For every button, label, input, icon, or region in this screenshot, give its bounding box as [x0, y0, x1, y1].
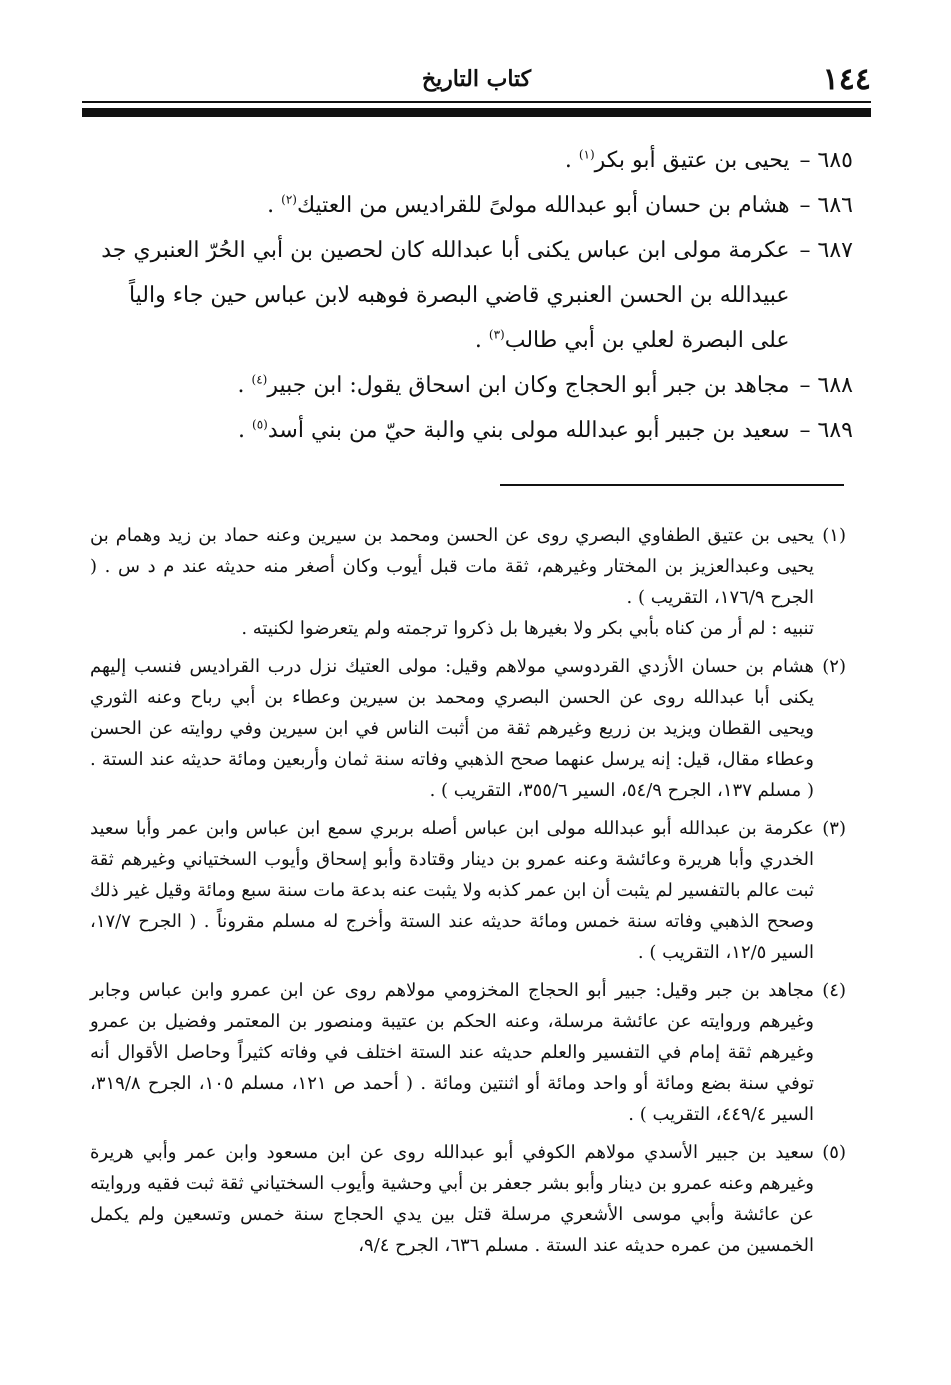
footnote-number: (٤) [822, 980, 846, 1001]
entry-number: ٦٨٩ – [799, 418, 853, 443]
footnote-ref[interactable]: (١) [578, 147, 595, 162]
entry-text: هشام بن حسان أبو عبدالله مولىً للقراديس من العتيك$^{(٢)}$ . [267, 192, 790, 218]
entry-number: ٦٨٨ – [799, 373, 853, 398]
entry [86, 138, 853, 183]
footnote [90, 975, 846, 1130]
footnotes [90, 520, 846, 1268]
entry [86, 408, 853, 453]
footnote-text: سعيد بن جبير الأسدي مولاهم الكوفي أبو عبدالله روى عن ابن مسعود وابن عمر وأبي هريرة وغيرهم وعنه عمرو بن دينار وأبو بشر جعفر بن أبي وحشية وأيوب السختياني ثقة ثبت فقيه وروايته عن عائشة وأبي موسى الأشعري مرسلة قتل بين يدي الحجاج سنة خمس وتسعين ولم يكمل الخمسين من عمره حديثه عند الستة . مسلم ٦٣٦، الجرح ٩/٤، [90, 1142, 814, 1256]
entry-text: عكرمة مولى ابن عباس يكنى أبا عبدالله كان لحصين بن أبي الحُرّ العنبري جد عبيدالله بن الحسن العنبري قاضي البصرة فوهبه لابن عباس حين جاء والياً على البصرة لعلي بن أبي طالب$^{(٣)}$ . [101, 238, 790, 353]
entry-number: ٦٨٦ – [799, 193, 853, 218]
entry [86, 183, 853, 228]
footnote [90, 1137, 846, 1261]
entry [86, 363, 853, 408]
page-header [82, 60, 871, 98]
footnote-remark: تنبيه : لم أر من كناه بأبي بكر ولا بغيرها بل ذكروا ترجمته ولم يتعرضوا لكنيته . [241, 618, 814, 639]
entry-number: ٦٨٧ – [799, 238, 853, 263]
entry [86, 228, 853, 363]
entry-text: مجاهد بن جبر أبو الحجاج وكان ابن اسحاق يقول: ابن جبير$^{(٤)}$ . [237, 372, 790, 398]
page-number: ١٤٤ [822, 62, 871, 97]
footnote-body [90, 520, 814, 644]
footnote-text: مجاهد بن جبر وقيل: جبير أبو الحجاج المخزومي مولاهم روى عن ابن عمرو وابن عباس وجابر وغيرهم وروايته عن عائشة مرسلة، وعنه الحكم بن عتيبة ومنصور بن المعتمر وفضيل بن عمرو وغيرهم ثقة إمام في التفسير والعلم حديثه عند الستة اختلف في وفاته كثيراً وحاصل الأقوال أنه توفي سنة بضع ومائة أو واحد ومائة أو اثنتين ومائة . ( أحمد ص ١٢١، مسلم ١٠٥، الجرح ٣١٩/٨، السير ٤٤٩/٤، التقريب ) . [90, 980, 814, 1125]
footnote-number: (١) [822, 525, 846, 546]
entry-list [86, 138, 853, 453]
entry-text: يحيى بن عتيق أبو بكر$^{(١)}$ . [564, 147, 790, 173]
footnote-number: (٥) [822, 1142, 846, 1163]
footnote-ref[interactable]: (٣) [488, 327, 505, 342]
footnote-text: يحيى بن عتيق الطفاوي البصري روى عن الحسن ومحمد بن سيرين وعنه حماد بن زيد وهمام بن يحيى وعبدالعزيز بن المختار وغيرهم، ثقة مات قبل أيوب وكان أصغر منه حديثه عند م د س . ( الجرح ١٧٦/٩، التقريب ) . [90, 525, 814, 608]
footnote-ref[interactable]: (٥) [252, 417, 268, 432]
footnote [90, 520, 846, 644]
running-title: كتاب التاريخ [421, 66, 532, 92]
entry-number: ٦٨٥ – [799, 148, 853, 173]
footnote-text: هشام بن حسان الأزدي القردوسي مولاهم وقيل: مولى العتيك نزل درب القراديس فنسب إليهم يكنى أبا عبدالله روى عن الحسن البصري ومحمد بن سيرين وعطاء بن أبي رباح وعنه الثوري ويحيى القطان ويزيد بن زريع وغيرهم ثقة من أثبت الناس في ابن سيرين وفي روايته عن الحسن وعطاء مقال، قيل: إنه يرسل عنهما صحح الذهبي وفاته سنة ثمان وأربعين ومائة حديثه عند الستة . ( مسلم ١٣٧، الجرح ٥٤/٩، السير ٣٥٥/٦، التقريب ) . [90, 656, 814, 801]
footnote-number: (٣) [822, 818, 846, 839]
footnote [90, 651, 846, 806]
footnote-ref[interactable]: (٤) [251, 372, 268, 387]
footnote-text: عكرمة بن عبدالله أبو عبدالله مولى ابن عباس أصله بربري سمع ابن عباس وابن عمر وأبا سعيد الخدري وأبا هريرة وعائشة وعنه عمرو بن دينار وقتادة وأبو إسحاق وأيوب السختياني وغيرهم ثقة ثبت عالم بالتفسير لم يثبت أن ابن عمر كذبه ولا يثبت عنه بدعة مات سنة سبع ومائة وقيل غير ذلك وصحح الذهبي وفاته سنة خمس ومائة حديثه عند الستة وأخرج له مسلم مقروناً . ( الجرح ١٧/٧، السير ١٢/٥، التقريب ) . [90, 818, 814, 963]
header-rule-thick [82, 108, 871, 117]
entry-text: سعيد بن جبير أبو عبدالله مولى بني والبة حيّ من بني أسد$^{(٥)}$ . [238, 417, 790, 443]
header-rule-thin [82, 101, 871, 103]
footnote-separator [500, 484, 844, 486]
footnote-number: (٢) [822, 656, 846, 677]
footnote-ref[interactable]: (٢) [281, 192, 297, 207]
footnote [90, 813, 846, 968]
